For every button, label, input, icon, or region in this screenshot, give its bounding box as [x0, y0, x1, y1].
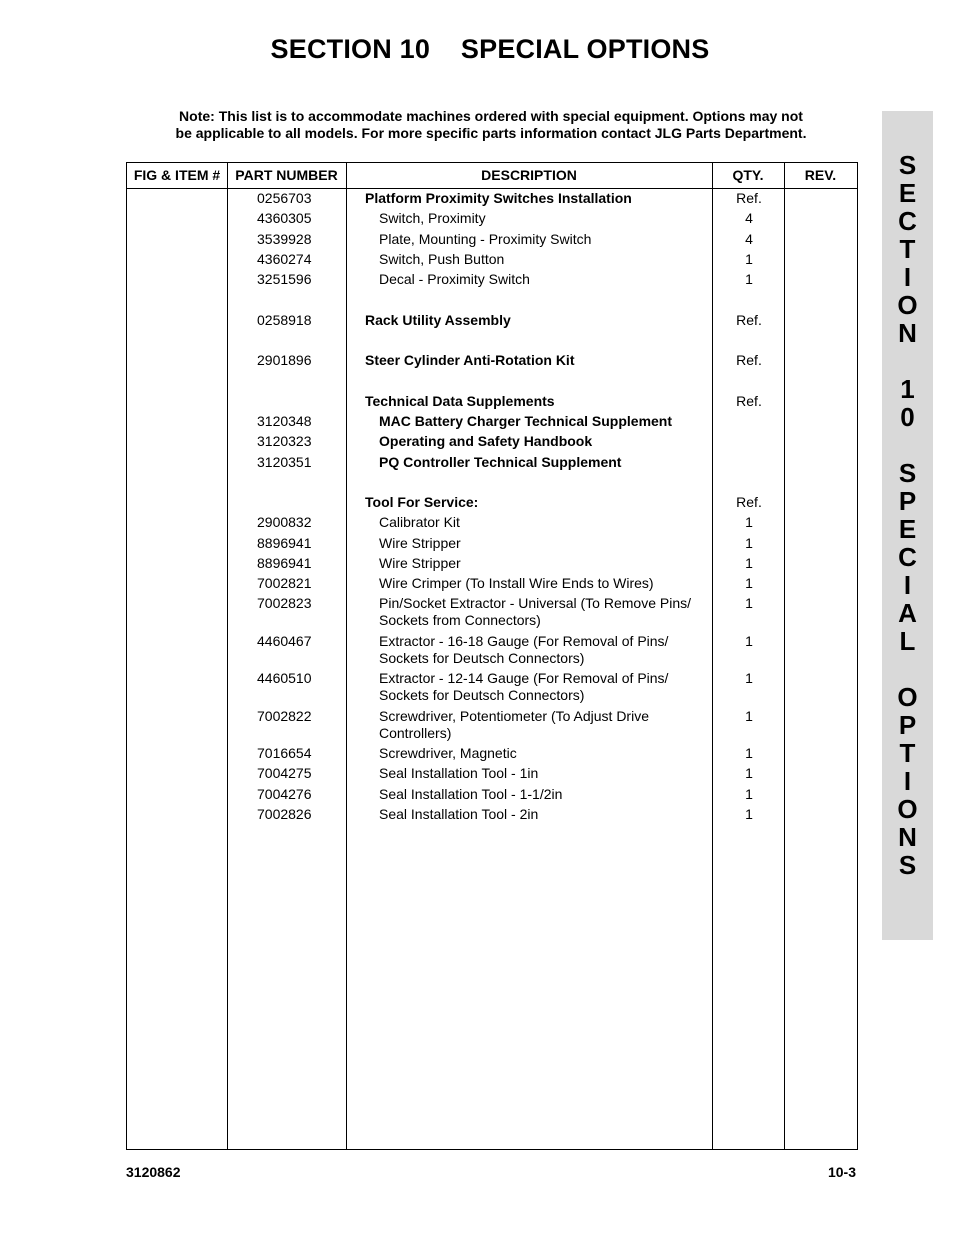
section-side-tab	[882, 111, 933, 940]
qty-cell: 1	[745, 251, 753, 267]
part-number-cell: 3120351	[257, 454, 312, 470]
part-number-cell: 8896941	[257, 535, 312, 551]
parts-table	[126, 162, 858, 1150]
part-number-cell: 7002826	[257, 806, 312, 822]
page-title: SECTION 10 SPECIAL OPTIONS	[270, 34, 710, 64]
qty-cell: 4	[745, 231, 753, 247]
side-tab-word: 1 0	[900, 374, 915, 432]
description-cell: Tool For Service:	[365, 494, 479, 510]
qty-cell: 1	[745, 514, 753, 530]
part-number-cell: 8896941	[257, 555, 312, 571]
qty-cell: Ref.	[736, 494, 762, 510]
description-cell: Decal - Proximity Switch	[379, 271, 530, 287]
qty-cell: 1	[745, 786, 753, 802]
header-description: DESCRIPTION	[481, 167, 577, 183]
part-number-cell: 3120348	[257, 413, 312, 429]
description-cell: Wire Stripper	[379, 535, 461, 551]
description-cell: Screwdriver, Potentiometer (To Adjust Drive Controllers)	[379, 708, 649, 741]
description-cell: Platform Proximity Switches Installation	[365, 190, 632, 206]
column-divider	[346, 163, 347, 1149]
qty-cell: 1	[745, 670, 753, 686]
side-tab-word: S E C T I O N	[897, 150, 918, 348]
description-cell: Seal Installation Tool - 1in	[379, 765, 539, 781]
part-number-cell: 4360305	[257, 210, 312, 226]
part-number-cell: 7002823	[257, 595, 312, 611]
description-cell: Wire Stripper	[379, 555, 461, 571]
description-cell: Switch, Proximity	[379, 210, 486, 226]
part-number-cell: 3120323	[257, 433, 312, 449]
column-divider	[712, 163, 713, 1149]
note-line-2: be applicable to all models. For more specific parts information contact JLG Parts Department.	[175, 125, 807, 141]
qty-cell: 1	[745, 575, 753, 591]
part-number-cell: 4460510	[257, 670, 312, 686]
qty-cell: 1	[745, 271, 753, 287]
part-number-cell: 2901896	[257, 352, 312, 368]
qty-cell: 1	[745, 708, 753, 724]
description-cell: Plate, Mounting - Proximity Switch	[379, 231, 592, 247]
part-number-cell: 3251596	[257, 271, 312, 287]
description-cell: Seal Installation Tool - 2in	[379, 806, 539, 822]
qty-cell: 1	[745, 555, 753, 571]
header-divider	[127, 188, 857, 189]
qty-cell: Ref.	[736, 352, 762, 368]
note-line-1: Note: This list is to accommodate machines ordered with special equipment. Options may not	[179, 108, 803, 124]
part-number-cell: 4460467	[257, 633, 312, 649]
qty-cell: Ref.	[736, 393, 762, 409]
description-cell: Steer Cylinder Anti-Rotation Kit	[365, 352, 575, 368]
qty-cell: 1	[745, 765, 753, 781]
description-cell: Screwdriver, Magnetic	[379, 745, 517, 761]
header-rev: REV.	[804, 167, 837, 183]
description-cell: MAC Battery Charger Technical Supplement	[379, 413, 673, 429]
note	[126, 108, 856, 142]
description-cell: Extractor - 16-18 Gauge (For Removal of Pins/ Sockets for Deutsch Connectors)	[379, 633, 669, 666]
part-number-cell: 0258918	[257, 312, 312, 328]
description-cell: Extractor - 12-14 Gauge (For Removal of Pins/ Sockets for Deutsch Connectors)	[379, 670, 669, 703]
part-number-cell: 7002822	[257, 708, 312, 724]
qty-cell: 4	[745, 210, 753, 226]
part-number-cell: 2900832	[257, 514, 312, 530]
column-divider	[784, 163, 785, 1149]
part-number-cell: 7004276	[257, 786, 312, 802]
side-tab-word: S P E C I A L	[898, 458, 917, 656]
qty-cell: 1	[745, 535, 753, 551]
part-number-cell: 7004275	[257, 765, 312, 781]
footer-doc-number: 3120862	[126, 1164, 181, 1180]
header-part-number: PART NUMBER	[235, 167, 338, 183]
description-cell: Operating and Safety Handbook	[379, 433, 593, 449]
part-number-cell: 3539928	[257, 231, 312, 247]
side-tab-word: O P T I O N S	[897, 682, 918, 880]
part-number-cell: 7016654	[257, 745, 312, 761]
description-cell: Wire Crimper (To Install Wire Ends to Wires)	[379, 575, 654, 591]
column-divider	[227, 163, 228, 1149]
part-number-cell: 0256703	[257, 190, 312, 206]
qty-cell: 1	[745, 633, 753, 649]
description-cell: Seal Installation Tool - 1-1/2in	[379, 786, 563, 802]
part-number-cell: 4360274	[257, 251, 312, 267]
qty-cell: 1	[745, 595, 753, 611]
qty-cell: 1	[745, 745, 753, 761]
footer-page-number: 10-3	[827, 1164, 856, 1180]
description-cell: PQ Controller Technical Supplement	[379, 454, 622, 470]
qty-cell: Ref.	[736, 190, 762, 206]
description-cell: Pin/Socket Extractor - Universal (To Remove Pins/ Sockets from Connectors)	[379, 595, 691, 628]
header-fig-item: FIG & ITEM #	[133, 167, 221, 183]
description-cell: Technical Data Supplements	[365, 393, 555, 409]
description-cell: Switch, Push Button	[379, 251, 505, 267]
description-cell: Rack Utility Assembly	[365, 312, 511, 328]
part-number-cell: 7002821	[257, 575, 312, 591]
qty-cell: Ref.	[736, 312, 762, 328]
description-cell: Calibrator Kit	[379, 514, 460, 530]
header-qty: QTY.	[732, 167, 764, 183]
qty-cell: 1	[745, 806, 753, 822]
